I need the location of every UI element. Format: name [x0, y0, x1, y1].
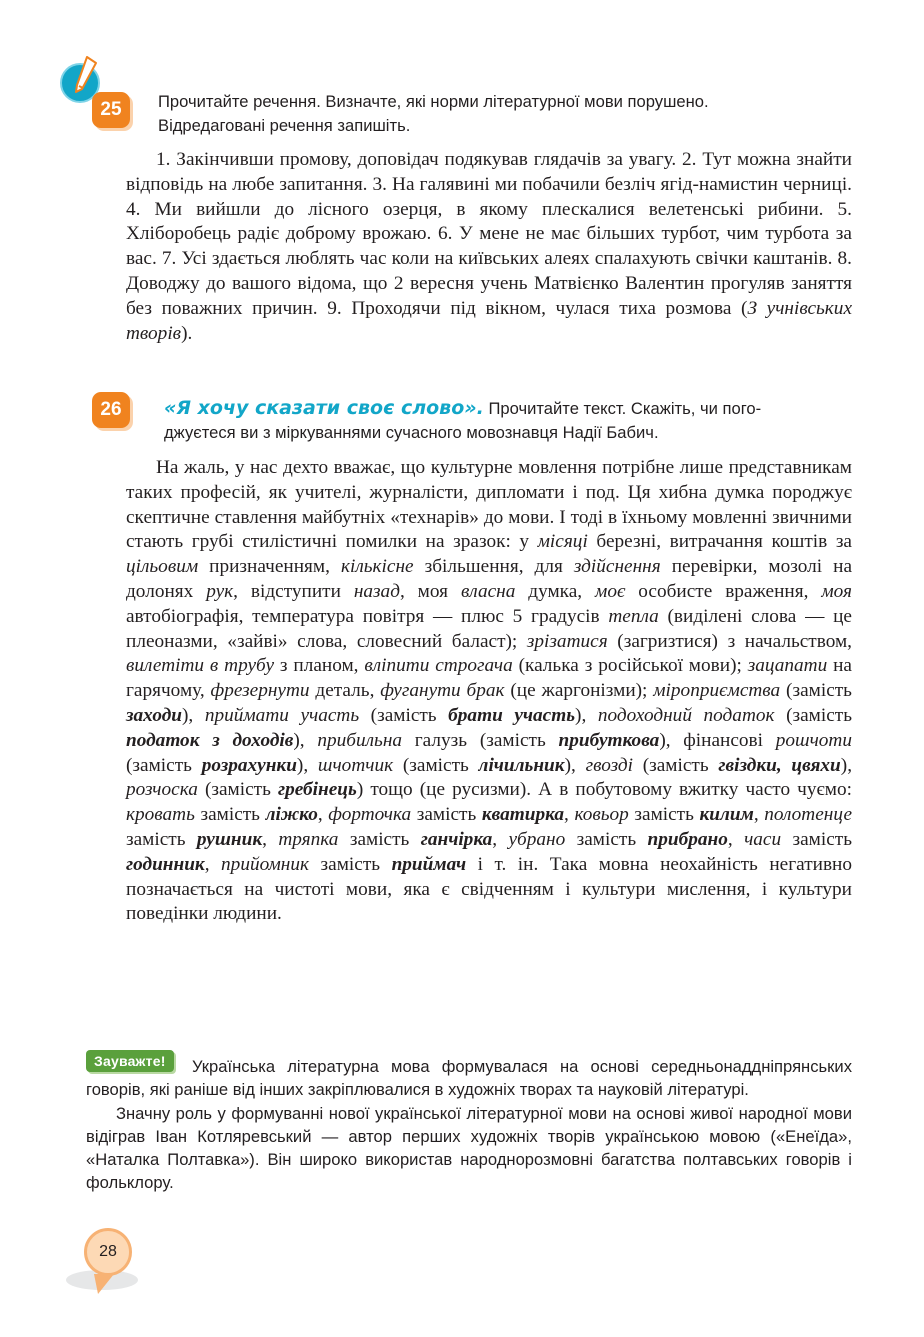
task-title: «Я хочу сказати своє слово». — [164, 397, 484, 419]
note-paragraph: Українська літературна мова формувалася на основі середньонаддніпрянських говорів, які раніше від інших закріплювалися в художніх творах та науковій літературі. — [86, 1057, 852, 1100]
task-number-badge: 25 — [92, 92, 130, 128]
note-paragraph: Значну роль у формуванні нової української літературної мови на основі живої народної мови відіграв Іван Котляревський — автор перших художніх творів українською мовою («Енеїда», «Наталка Полтавка»). Він широко використав народнорозмовні багатства полтавських говорів і фольклору. — [86, 1103, 852, 1193]
page-number-marker — [64, 1228, 144, 1300]
note-badge: Зауважте! — [86, 1050, 174, 1072]
sentences-text: 1. Закінчивши промову, доповідач подякував глядачів за увагу. 2. Тут можна знайти відповідь на любе запитання. 3. На галявині ми побачили безліч ягід-намистин черниці. 4. Ми вийшли до лісного озерця, в якому плескалися велетенські рибини. 5. Хліборобець радіє доброму врожаю. 6. У мене не має більших турбот, чим турбота за вас. 7. Усі здається люблять час коли на київських алеях спалахують свічки каштанів. 8. Доводжу до вашого відома, що 2 вересня учень Матвієнко Валентин прогуляв заняття без поважних причин. 9. Проходячи під вікном, чулася тиха розмова ( — [126, 149, 852, 319]
instruction-line: джуєтеся ви з міркуваннями сучасного мовознавця Надії Бабич. — [164, 423, 659, 442]
instruction-line: Прочитайте текст. Скажіть, чи пого- — [483, 399, 762, 418]
task-instruction — [158, 90, 858, 138]
instruction-line: Відредаговані речення запишіть. — [158, 116, 411, 135]
source-note: З учнівських творів — [126, 297, 852, 344]
task-instruction — [164, 396, 854, 445]
task-number-badge: 26 — [92, 392, 130, 428]
page-number: 28 — [84, 1228, 132, 1276]
instruction-line: Прочитайте речення. Визначте, які норми літературної мови порушено. — [158, 92, 709, 111]
exercise-sentences — [126, 148, 852, 346]
source-end: ). — [181, 322, 193, 344]
note-text — [86, 1055, 852, 1195]
reading-text: На жаль, у нас дехто вважає, що культурне мовлення потрібне лише представникам таких професій, як учителі, журналісти, дипломати і под. Ця хибна думка породжує скептичне ставлення майбутніх «технарів» до мови. І тоді в їхньому мовленні звичними стають грубі стилістичні помилки на зразок: у місяці березні, витрачання коштів за цільовим призначенням, кількісне збільшення, для здійснення перевірки, мозолі на долонях рук, відступити назад, моя власна думка, моє особисте враження, моя автобіографія, температура повітря — плюс 5 градусів тепла (виділені слова — це плеоназми, «зайві» слова, словесний баласт); зрізатися (загризтися) з начальством, вилетіти в трубу з планом, вліпити строгача (калька з російської мови); зацапати на гарячому, фрезернути деталь, фуганути брак (це жаргонізми); міроприємства (замість заходи), приймати участь (замість брати участь), подоходний податок (замість податок з доходів), прибильна галузь (замість прибуткова), фінансові рошчоти (замість розрахунки), шчотчик (замість лічильник), гвоздi (замість гвіздки, цвяхи), розчоска (замість гребінець) тощо (це русизми). А в побутовому вжитку часто чуємо: кровать замість ліжко, форточка замість кватирка, ковьор замість килим, полотенце замість рушник, тряпка замість ганчірка, убрано замість прибрано, часи замість годинник, прийомник замість приймач і т. ін. Така мовна неохайність негативно позначається на чистоті мови, яка є свідченням і культури мислення, і культури поведінки людини. — [126, 457, 853, 925]
